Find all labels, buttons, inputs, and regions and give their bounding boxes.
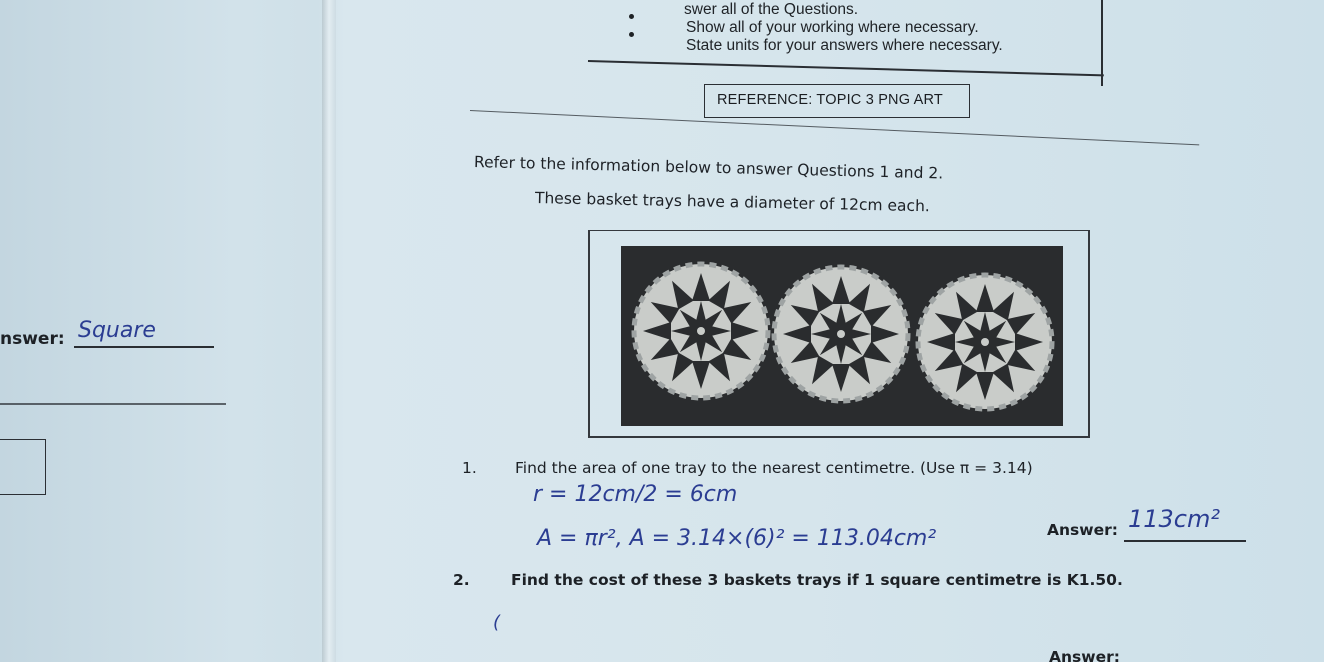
instruction-box-bottom xyxy=(588,60,1104,76)
question-1-answer-line xyxy=(1124,540,1246,542)
question-1-number: 1. xyxy=(462,459,477,477)
instruction-state-units: State units for your answers where necessary. xyxy=(686,37,1003,54)
question-1-text: Find the area of one tray to the nearest centimetre. (Use π = 3.14) xyxy=(515,459,1033,477)
tray-1 xyxy=(634,264,768,398)
reference-box: REFERENCE: TOPIC 3 PNG ART xyxy=(704,84,970,118)
basket-trays-illustration xyxy=(621,246,1063,426)
tray-2 xyxy=(774,267,908,401)
bullet-icon xyxy=(629,14,634,19)
tray-description: These basket trays have a diameter of 12cm each. xyxy=(534,189,930,216)
q1-working-radius: r = 12cm/2 = 6cm xyxy=(533,482,738,507)
question-2-answer-label: Answer: xyxy=(1049,648,1120,662)
left-answer-line xyxy=(74,346,214,348)
tray-3 xyxy=(918,275,1052,409)
basket-trays-image xyxy=(621,246,1063,426)
left-mark-box xyxy=(0,439,46,495)
left-answer-value: Square xyxy=(78,318,156,343)
bullet-icon xyxy=(629,32,634,37)
instruction-box-right xyxy=(1101,0,1103,86)
instruction-show-working: Show all of your working where necessary. xyxy=(686,19,979,36)
question-2-number: 2. xyxy=(453,571,470,589)
q2-pen-mark: ( xyxy=(493,612,501,633)
left-answer-label: nswer: xyxy=(0,329,65,349)
question-2-text: Find the cost of these 3 baskets trays if 1 square centimetre is K1.50. xyxy=(511,571,1123,589)
page-fold xyxy=(322,0,336,662)
question-1-answer-label: Answer: xyxy=(1047,521,1118,539)
refer-text: Refer to the information below to answer Questions 1 and 2. xyxy=(473,153,944,183)
question-1-answer-value: 113cm² xyxy=(1128,505,1221,533)
left-page-line xyxy=(0,403,226,405)
instruction-answer-all: swer all of the Questions. xyxy=(684,1,859,18)
q1-working-area: A = πr², A = 3.14×(6)² = 113.04cm² xyxy=(537,526,937,551)
